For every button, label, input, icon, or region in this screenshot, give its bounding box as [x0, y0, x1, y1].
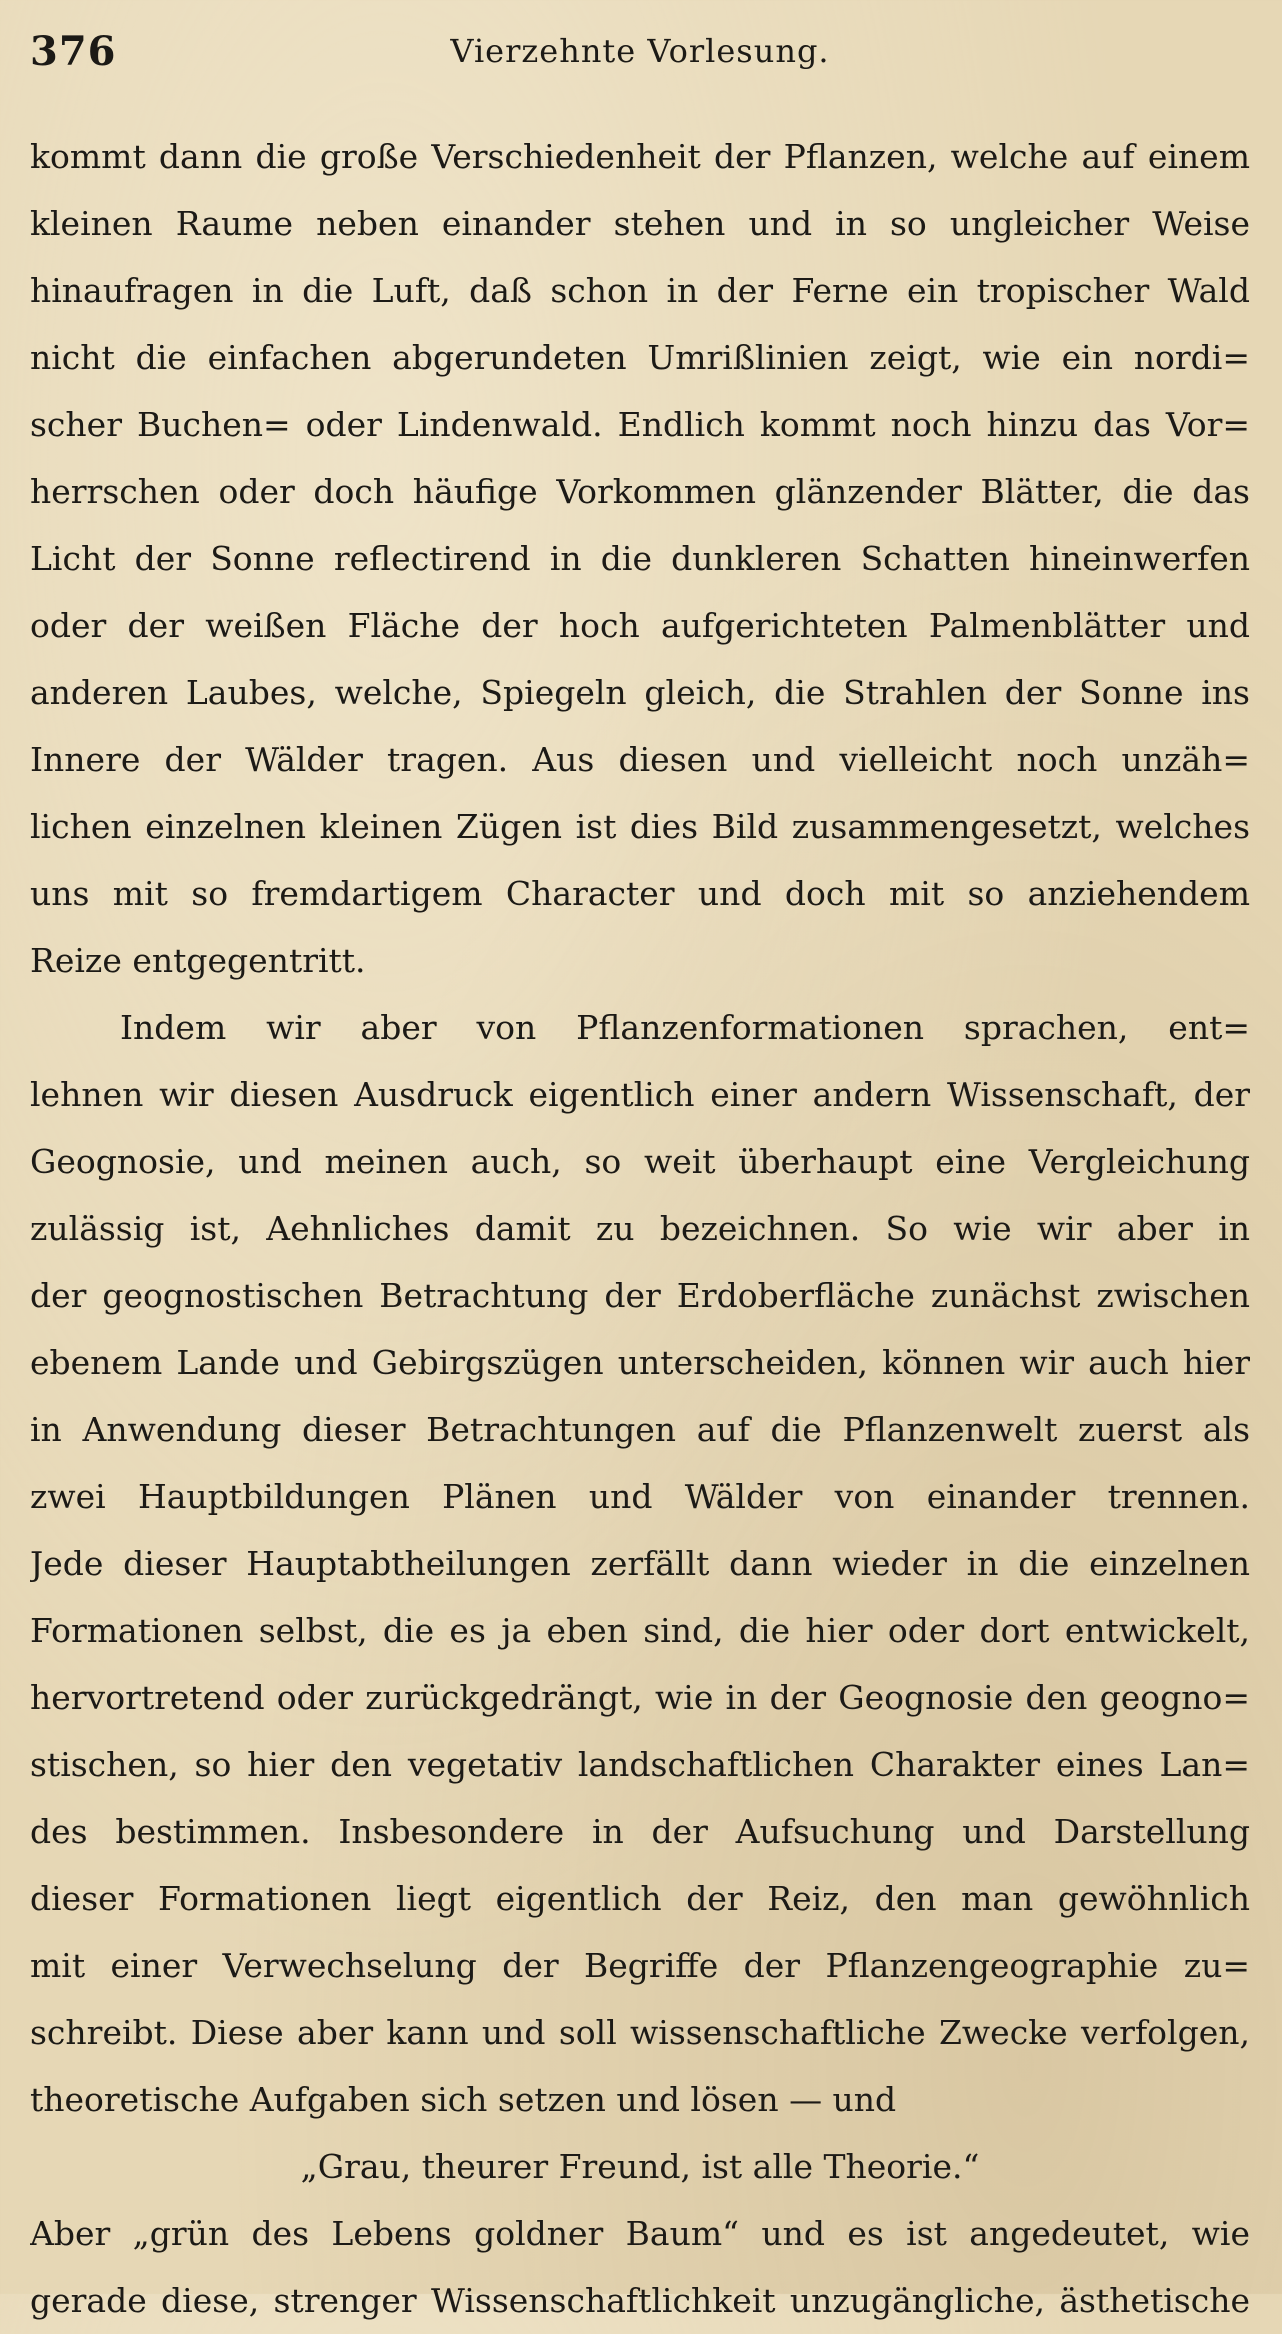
text-line: der geognostischen Betrachtung der Erdoberfläche zunächst zwischen: [30, 1276, 1250, 1315]
text-line: kommt dann die große Verschiedenheit der Pflanzen, welche auf einem: [30, 137, 1250, 176]
text-line: Aber „grün des Lebens goldner Baum“ und es ist angedeutet, wie: [30, 2214, 1250, 2253]
text-line: stischen, so hier den vegetativ landschaftlichen Charakter eines Lan=: [30, 1745, 1250, 1784]
text-line: uns mit so fremdartigem Character und doch mit so anziehendem: [30, 874, 1250, 913]
running-title: Vierzehnte Vorlesung.: [450, 32, 830, 70]
text-line: nicht die einfachen abgerundeten Umrißlinien zeigt, wie ein nordi=: [30, 338, 1250, 377]
text-line: Jede dieser Hauptabtheilungen zerfällt dann wieder in die einzelnen: [30, 1544, 1250, 1583]
text-line: dieser Formationen liegt eigentlich der Reiz, den man gewöhnlich: [30, 1879, 1250, 1918]
paragraph-end-line: Reize entgegentritt.: [30, 941, 366, 980]
text-line: theoretische Aufgaben sich setzen und lösen — und: [30, 2080, 897, 2119]
page-number: 376: [30, 28, 117, 75]
text-line: Formationen selbst, die es ja eben sind, die hier oder dort entwickelt,: [30, 1611, 1250, 1650]
running-head: [30, 18, 1250, 88]
body-text: [30, 123, 1250, 2334]
text-line: lichen einzelnen kleinen Zügen ist dies Bild zusammengesetzt, welches: [30, 807, 1250, 846]
paragraph-start-line: Indem wir aber von Pflanzenformationen sprachen, ent=: [120, 1008, 1250, 1047]
text-line: des bestimmen. Insbesondere in der Aufsuchung und Darstellung: [30, 1812, 1250, 1851]
text-line: hinaufragen in die Luft, daß schon in der Ferne ein tropischer Wald: [30, 271, 1250, 310]
text-line: hervortretend oder zurückgedrängt, wie in der Geognosie den geogno=: [30, 1678, 1250, 1717]
text-line: anderen Laubes, welche, Spiegeln gleich, die Strahlen der Sonne ins: [30, 673, 1250, 712]
text-line: Licht der Sonne reflectirend in die dunkleren Schatten hineinwerfen: [30, 539, 1250, 578]
text-line: mit einer Verwechselung der Begriffe der Pflanzengeographie zu=: [30, 1946, 1250, 1985]
text-line: oder der weißen Fläche der hoch aufgerichteten Palmenblätter und: [30, 606, 1250, 645]
text-line: ebenem Lande und Gebirgszügen unterscheiden, können wir auch hier: [30, 1343, 1250, 1382]
text-line: Geognosie, und meinen auch, so weit überhaupt eine Vergleichung: [30, 1142, 1250, 1181]
text-line: gerade diese, strenger Wissenschaftlichkeit unzugängliche, ästhetische: [30, 2281, 1250, 2320]
quotation-line: „Grau, theurer Freund, ist alle Theorie.“: [300, 2147, 980, 2186]
text-line: in Anwendung dieser Betrachtungen auf die Pflanzenwelt zuerst als: [30, 1410, 1250, 1449]
text-line: kleinen Raume neben einander stehen und in so ungleicher Weise: [30, 204, 1250, 243]
text-line: scher Buchen= oder Lindenwald. Endlich kommt noch hinzu das Vor=: [30, 405, 1250, 444]
book-page: [30, 18, 1250, 2320]
text-line: herrschen oder doch häufige Vorkommen glänzender Blätter, die das: [30, 472, 1250, 511]
text-line: zulässig ist, Aehnliches damit zu bezeichnen. So wie wir aber in: [30, 1209, 1250, 1248]
text-line: zwei Hauptbildungen Plänen und Wälder von einander trennen.: [30, 1477, 1250, 1516]
text-line: schreibt. Diese aber kann und soll wissenschaftliche Zwecke verfolgen,: [30, 2013, 1250, 2052]
text-line: lehnen wir diesen Ausdruck eigentlich einer andern Wissenschaft, der: [30, 1075, 1250, 1114]
text-line: Innere der Wälder tragen. Aus diesen und vielleicht noch unzäh=: [30, 740, 1250, 779]
